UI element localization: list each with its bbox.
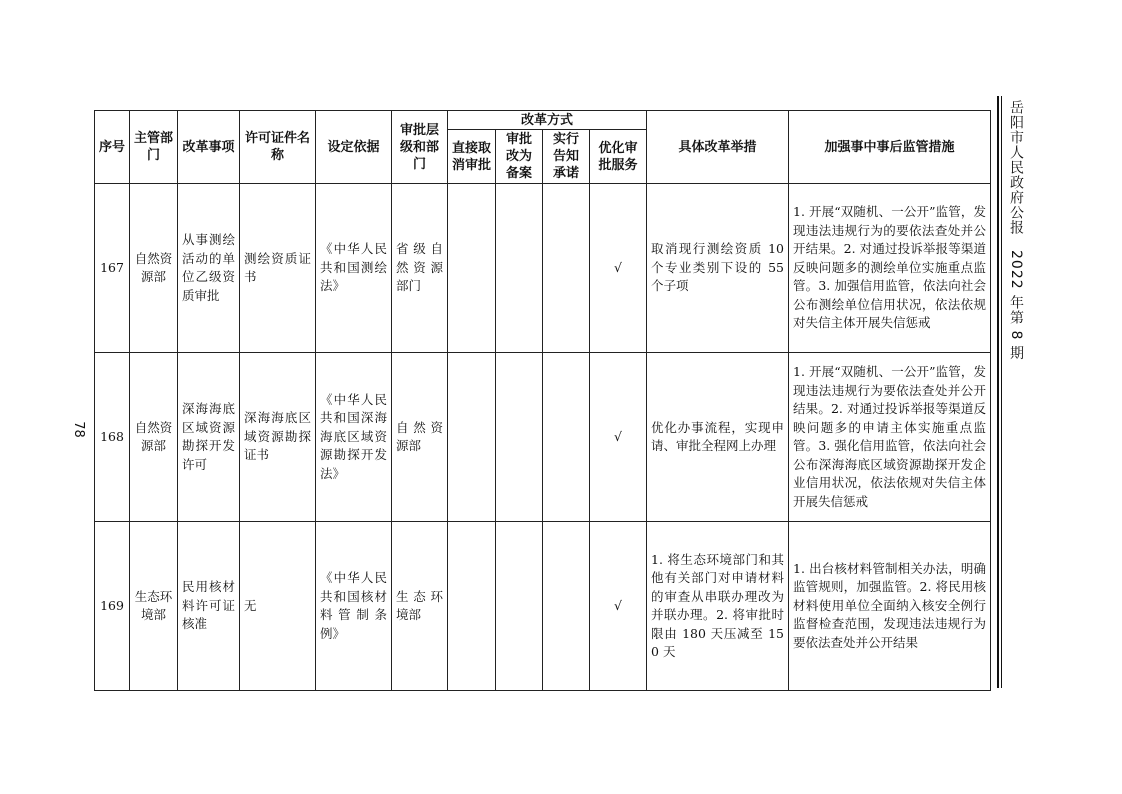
table-row (95, 353, 991, 522)
row-seq: 168 (95, 353, 130, 522)
header-method-notify: 实行告知承诺 (543, 130, 590, 184)
header-method-optimize: 优化审批服务 (590, 130, 647, 184)
table-row (95, 522, 991, 691)
row-dept: 生态环境部 (130, 522, 178, 691)
header-seq: 序号 (95, 111, 130, 184)
row-seq: 167 (95, 184, 130, 353)
side-rule-thick (997, 96, 999, 688)
row-basis: 《中华人民共和国测绘法》 (316, 184, 392, 353)
row-measures: 优化办事流程，实现申请、审批全程网上办理 (647, 353, 789, 522)
row-basis: 《中华人民共和国核材料管制条例》 (316, 522, 392, 691)
row-cancel (448, 353, 496, 522)
header-method-cancel: 直接取消审批 (448, 130, 496, 184)
header-supervision: 加强事中事后监管措施 (789, 111, 991, 184)
reform-items-table (94, 110, 991, 691)
side-rule-thin (1001, 96, 1002, 688)
header-measures: 具体改革举措 (647, 111, 789, 184)
row-notify (543, 353, 590, 522)
header-method-record: 审批改为备案 (496, 130, 543, 184)
row-license: 测绘资质证书 (240, 184, 316, 353)
page-number: 78 (70, 421, 86, 438)
row-measures: 取消现行测绘资质 10 个专业类别下设的 55 个子项 (647, 184, 789, 353)
row-item: 民用核材料许可证核准 (178, 522, 240, 691)
header-level: 审批层级和部门 (392, 111, 448, 184)
row-notify (543, 184, 590, 353)
header-method: 改革方式 (448, 111, 647, 130)
row-measures: 1. 将生态环境部门和其他有关部门对申请材料的审查从串联办理改为并联办理。2. 将审批时限由 180 天压减至 150 天 (647, 522, 789, 691)
row-license: 无 (240, 522, 316, 691)
row-record (496, 353, 543, 522)
row-cancel (448, 522, 496, 691)
row-optimize: √ (590, 184, 647, 353)
row-supervision: 1. 出台核材料管制相关办法，明确监管规则，加强监管。2. 将民用核材料使用单位全面纳入核安全例行监督检查范围，发现违法违规行为要依法查处并公开结果 (789, 522, 991, 691)
row-level: 生态环境部 (392, 522, 448, 691)
header-dept: 主管部门 (130, 111, 178, 184)
row-level: 自然资源部 (392, 353, 448, 522)
row-supervision: 1. 开展“双随机、一公开”监管，发现违法违规行为要依法查处并公开结果。2. 对通过投诉举报等渠道反映问题多的申请主体实施重点监管。3. 强化信用监管，依法向社会公布深海海底区域资源勘探开发企业信用状况，依法依规对失信主体开展失信惩戒 (789, 353, 991, 522)
row-supervision: 1. 开展“双随机、一公开”监管，发现违法违规行为的要依法查处并公开结果。2. 对通过投诉举报等渠道反映问题多的测绘单位实施重点监管。3. 加强信用监管，依法向社会公布测绘单位信用状况，依法依规对失信主体开展失信惩戒 (789, 184, 991, 353)
row-record (496, 522, 543, 691)
row-basis: 《中华人民共和国深海海底区域资源勘探开发法》 (316, 353, 392, 522)
header-basis: 设定依据 (316, 111, 392, 184)
row-optimize: √ (590, 353, 647, 522)
row-optimize: √ (590, 522, 647, 691)
header-license: 许可证件名称 (240, 111, 316, 184)
row-record (496, 184, 543, 353)
table-row (95, 184, 991, 353)
header-item: 改革事项 (178, 111, 240, 184)
row-cancel (448, 184, 496, 353)
row-level: 省级自然资源部门 (392, 184, 448, 353)
row-seq: 169 (95, 522, 130, 691)
row-dept: 自然资源部 (130, 353, 178, 522)
row-license: 深海海底区域资源勘探证书 (240, 353, 316, 522)
gazette-title: 岳阳市人民政府公报 2022 年第 8 期 (1008, 100, 1024, 361)
row-notify (543, 522, 590, 691)
row-item: 从事测绘活动的单位乙级资质审批 (178, 184, 240, 353)
row-dept: 自然资源部 (130, 184, 178, 353)
row-item: 深海海底区域资源勘探开发许可 (178, 353, 240, 522)
